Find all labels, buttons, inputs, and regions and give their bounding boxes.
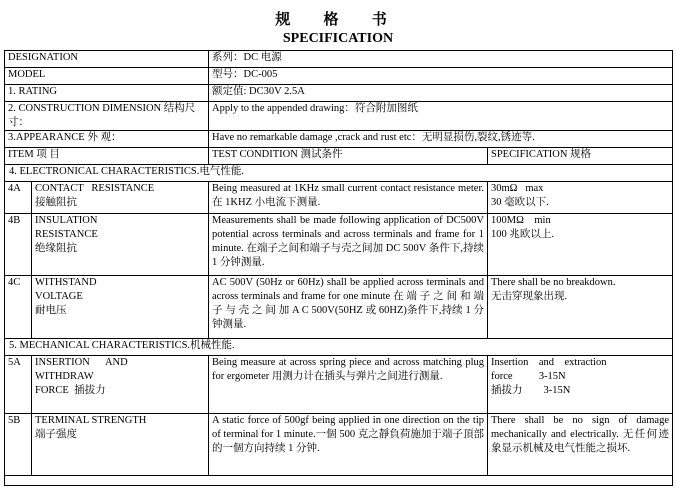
spec-line: 100MΩ min — [491, 215, 551, 226]
row-test-condition: Measurements shall be made following application of DC500V potential across terminals and across terminals and frame for 1 minute. 在端子之间和端子与壳之间加 DC 500V 条件下,持续 1 分钟测量. — [209, 214, 488, 276]
row-test-condition: AC 500V (50Hz or 60Hz) shall be applied across terminals and across terminals and frame for one minute 在 端 子 之 间 和 端 子 与 壳 之 间 加 A C 500V(50HZ 或 60HZ)条件下,持续 1 分钟测量. — [209, 276, 488, 339]
item-en: INSERTION AND — [35, 357, 128, 368]
spec-line: 插拔力 3-15N — [491, 385, 571, 396]
item-en: FORCE 插拔力 — [35, 385, 106, 396]
trailing-cell — [5, 476, 673, 486]
row-4a — [5, 182, 673, 214]
item-en: INSULATION — [35, 215, 98, 226]
spec-line: 100 兆欧以上. — [491, 229, 554, 240]
title-chinese: 规 格 书 — [275, 10, 401, 28]
row-test-condition: A static force of 500gf being applied in one direction on the tip of terminal for 1 minute.一個 500 克之靜負荷施加于端子頂部的一個方向持续 1 分钟. — [209, 414, 488, 476]
appearance-value: Have no remarkable damage ,crack and rust etc：无明显损伤,裂纹,锈迹等. — [209, 131, 673, 148]
item-en: TERMINAL STRENGTH — [35, 415, 147, 426]
appearance-label: 3.APPEARANCE 外 观： — [5, 131, 209, 148]
trailing-row — [5, 476, 673, 486]
appearance-row — [5, 131, 673, 148]
item-en: WITHSTAND — [35, 277, 97, 288]
row-code: 4C — [5, 276, 32, 339]
rating-value: 额定值: DC30V 2.5A — [209, 85, 673, 102]
item-en: VOLTAGE — [35, 291, 83, 302]
title-english: SPECIFICATION — [282, 31, 394, 46]
item-zh: 端子强度 — [35, 429, 77, 440]
row-item — [32, 276, 209, 339]
row-4b — [5, 214, 673, 276]
row-specification — [488, 182, 673, 214]
header-test-condition: TEST CONDITION 测试条件 — [209, 148, 488, 165]
spec-line: 无击穿现象出现. — [491, 291, 568, 302]
row-test-condition: Being measured at 1KHz small current contact resistance meter.在 1KHZ 小电流下测量. — [209, 182, 488, 214]
row-code: 4A — [5, 182, 32, 214]
spec-line: There shall be no breakdown. — [491, 277, 616, 288]
construction-row — [5, 102, 673, 131]
item-zh: 耐电压 — [35, 305, 67, 316]
designation-row — [5, 51, 673, 68]
designation-label: DESIGNATION — [5, 51, 209, 68]
item-zh: 接触阻抗 — [35, 197, 77, 208]
construction-value: Apply to the appended drawing：符合附加图纸 — [209, 102, 673, 131]
rating-label: 1. RATING — [5, 85, 209, 102]
row-specification — [488, 276, 673, 339]
section-4-title: 4. ELECTRONICAL CHARACTERISTICS.电气性能. — [5, 165, 673, 182]
row-code: 4B — [5, 214, 32, 276]
spec-line: force 3-15N — [491, 371, 566, 382]
row-code: 5A — [5, 356, 32, 414]
row-specification — [488, 214, 673, 276]
table-header-row — [5, 148, 673, 165]
header-item: ITEM 项 目 — [5, 148, 209, 165]
spec-line: Insertion and extraction — [491, 357, 607, 368]
item-en: CONTACT RESISTANCE — [35, 183, 155, 194]
section-5-title: 5. MECHANICAL CHARACTERISTICS.机械性能. — [5, 339, 673, 356]
section-5-row — [5, 339, 673, 356]
construction-label: 2. CONSTRUCTION DIMENSION 结构尺寸： — [5, 102, 209, 131]
model-value: 型号：DC-005 — [209, 68, 673, 85]
section-4-row — [5, 165, 673, 182]
row-item — [32, 182, 209, 214]
row-5a — [5, 356, 673, 414]
header-specification: SPECIFICATION 规格 — [488, 148, 673, 165]
row-specification: There shall be no sign of damage mechanically and electrically. 无任何迹象显示机械及电气性能之损坏. — [488, 414, 673, 476]
row-specification — [488, 356, 673, 414]
row-test-condition: Being measure at across spring piece and across matching plug for ergometer 用测力计在插头与弹片之间进行测量. — [209, 356, 488, 414]
row-item — [32, 356, 209, 414]
designation-value: 系列：DC 电源 — [209, 51, 673, 68]
item-en: WITHDRAW — [35, 371, 94, 382]
spec-line: 30mΩ max — [491, 183, 544, 194]
row-code: 5B — [5, 414, 32, 476]
item-en: RESISTANCE — [35, 229, 98, 240]
item-zh: 绝缘阻抗 — [35, 243, 77, 254]
row-4c — [5, 276, 673, 339]
rating-row — [5, 85, 673, 102]
spec-table — [4, 50, 673, 486]
model-label: MODEL — [5, 68, 209, 85]
row-5b — [5, 414, 673, 476]
model-row — [5, 68, 673, 85]
row-item — [32, 414, 209, 476]
row-item — [32, 214, 209, 276]
spec-line: 30 毫欧以下. — [491, 197, 549, 208]
